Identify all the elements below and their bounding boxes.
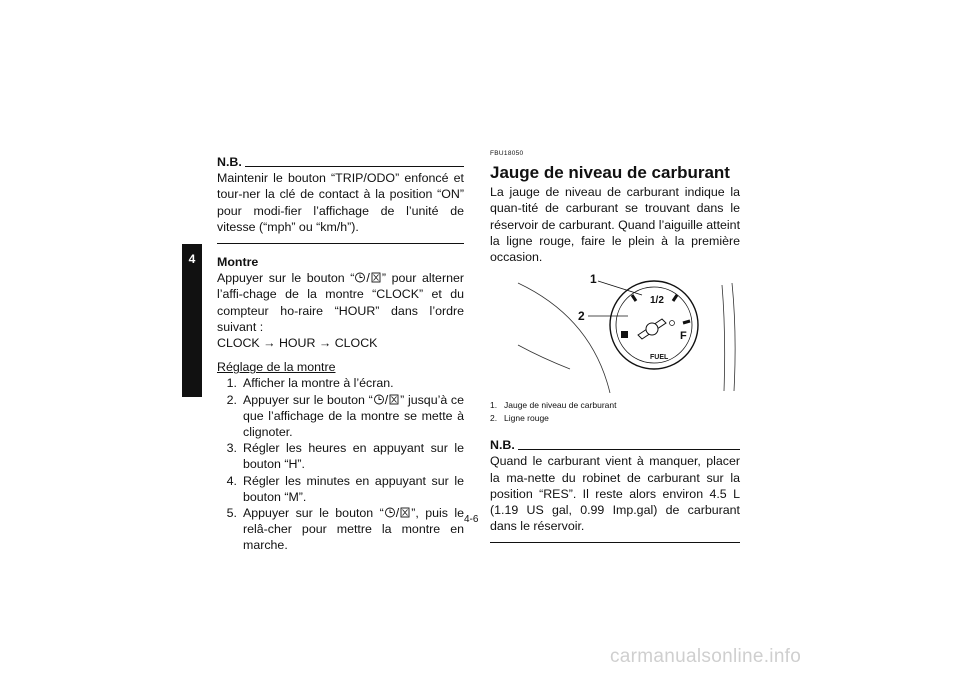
callout-1: 1 [590,273,597,287]
section-code: FBU18050 [490,150,524,157]
clock-icon [373,394,385,405]
callout-2: 2 [578,309,585,324]
clock-text-end: ” pour alterner l’affi-chage de la montre “CLOCK” et du compteur ho-raire “HOUR” dans l’ordre suivant : [217,271,464,334]
chapter-number: 4 [188,252,196,266]
clock-sequence: CLOCK → HOUR → CLOCK [217,336,378,351]
section-title: Jauge de niveau de carburant [490,163,730,183]
clock-heading: Montre [217,255,259,270]
note-end-rule [217,243,464,244]
clock-icon [354,272,366,283]
gauge-half-label: 1/2 [650,295,664,307]
counter-icon [388,394,400,405]
left-column [217,154,464,554]
counter-icon [399,507,411,518]
tank-outline [518,283,610,393]
counter-icon [370,272,382,283]
page-number: 4-6 [464,514,479,525]
setting-heading: Réglage de la montre [217,360,336,375]
clock-text-start: Appuyer sur le bouton “ [217,271,355,286]
setting-steps [217,375,464,553]
note-header-rule [518,449,740,450]
tank-outline [518,345,570,369]
right-column [490,146,740,543]
list-item: 1. Afficher la montre à l’écran. [226,376,394,391]
note-header [490,437,740,453]
gauge-hub [646,323,658,335]
note-text: Quand le carburant vient à manquer, placer la ma-nette du robinet de carburant sur la position “RES”. Il reste alors environ 4.5 L (1.19 US gal, 0.99 Imp.gal) de carburant dans le réservoir. [490,454,740,534]
list-item: 5. Appuyer sur le bouton “ / ”, puis le relâ-cher pour mettre la montre en marche. [226,506,464,553]
figure-captions [490,399,740,425]
section-intro: La jauge de niveau de carburant indique la quan-tité de carburant se trouvant dans le réservoir de carburant. Quand l’aiguille atteint la ligne rouge, faire le plein à la première occasion. [490,185,741,265]
gauge-full-label: F [680,330,687,343]
caption-item: 2. Ligne rouge [490,413,549,424]
panel-line [732,283,735,391]
clock-icon [384,507,396,518]
note-header [217,154,464,170]
note-end-rule [490,542,740,543]
clock-paragraph: Appuyer sur le bouton “ / ” pour alterner l’affi-chage de la montre “CLOCK” et du compteur ho-raire “HOUR” dans l’ordre suivant : [217,271,464,334]
note-text: Maintenir le bouton “TRIP/ODO” enfoncé et tour-ner la clé de contact à la position “ON” pour modi-fier l’affichage de l’unité de vitesse (“mph” ou “km/h”). [217,171,464,234]
fuel-pump-icon [621,331,628,338]
fuel-gauge-illustration [512,273,744,393]
list-item: 4. Régler les minutes en appuyant sur le bouton “M”. [226,473,464,504]
caption-item: 1. Jauge de niveau de carburant [490,400,617,411]
gauge-fuel-word: FUEL [650,354,669,362]
chapter-tab [182,244,202,397]
fuel-gauge-figure [512,273,744,393]
note-label: N.B. [490,438,515,453]
panel-line [722,285,725,391]
list-item: 3. Régler les heures en appuyant sur le bouton “H”. [226,441,464,472]
watermark: carmanualsonline.info [610,646,802,667]
note-label: N.B. [217,155,242,169]
list-item: 2. Appuyer sur le bouton “ / ” jusqu’à ce que l’affichage de la montre se mette à clignoter. [226,392,464,440]
note-header-rule [245,166,464,167]
